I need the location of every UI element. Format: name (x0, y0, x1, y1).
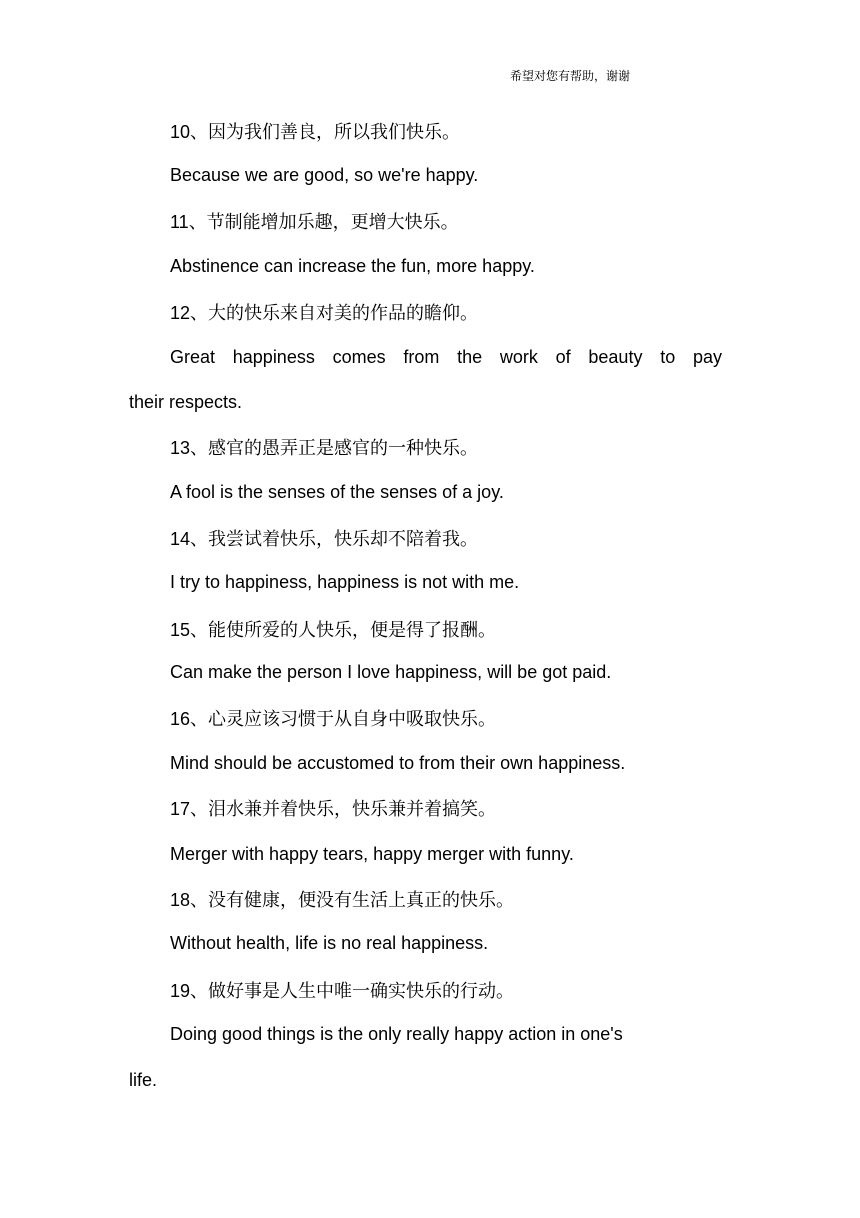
entry-12-english-line-1: Great happiness comes from the work of beauty to pay (170, 347, 722, 367)
entry-16-chinese (170, 707, 496, 732)
entry-17-chinese (170, 797, 496, 822)
entry-number: 17 (170, 799, 191, 819)
entry-12-chinese (170, 301, 478, 326)
entry-19-english-line-1: Doing good things is the only really happy action in one's (170, 1024, 623, 1044)
entry-chinese-text: 、心灵应该习惯于从自身中吸取快乐。 (190, 709, 497, 730)
entry-chinese-text: 、因为我们善良，所以我们快乐。 (190, 122, 461, 143)
entry-number: 10 (170, 122, 191, 142)
entry-15-chinese (170, 618, 496, 643)
entry-14-english: I try to happiness, happiness is not with me. (170, 572, 520, 592)
entry-chinese-text: 、节制能增加乐趣，更增大快乐。 (188, 212, 459, 233)
entry-chinese-text: 、能使所爱的人快乐，便是得了报酬。 (190, 620, 497, 641)
entry-19-english-line-2: life. (129, 1070, 158, 1090)
entry-chinese-text: 、大的快乐来自对美的作品的瞻仰。 (190, 303, 479, 324)
entry-number: 14 (170, 529, 191, 549)
entry-chinese-text: 、做好事是人生中唯一确实快乐的行动。 (190, 981, 515, 1002)
entry-11-chinese (170, 210, 459, 235)
entry-14-chinese (170, 527, 478, 552)
entry-10-english: Because we are good, so we're happy. (170, 165, 479, 185)
entry-number: 16 (170, 709, 191, 729)
entry-number: 19 (170, 981, 191, 1001)
entry-number: 15 (170, 620, 191, 640)
entry-chinese-text: 、我尝试着快乐，快乐却不陪着我。 (190, 529, 479, 550)
entry-11-english: Abstinence can increase the fun, more happy. (170, 256, 535, 276)
entry-chinese-text: 、泪水兼并着快乐，快乐兼并着搞笑。 (190, 799, 497, 820)
entry-10-chinese (170, 120, 460, 145)
entry-13-english: A fool is the senses of the senses of a joy. (170, 482, 504, 502)
entry-19-chinese (170, 979, 514, 1004)
entry-number: 12 (170, 303, 191, 323)
entry-number: 11 (170, 212, 189, 232)
entry-13-chinese (170, 436, 478, 461)
entry-15-english: Can make the person I love happiness, will be got paid. (170, 662, 612, 682)
entry-chinese-text: 、感官的愚弄正是感官的一种快乐。 (190, 438, 479, 459)
entry-18-chinese (170, 888, 514, 913)
entry-number: 13 (170, 438, 191, 458)
page-header: 希望对您有帮助，谢谢 (510, 69, 631, 83)
entry-12-english-line-2: their respects. (129, 392, 243, 412)
entry-17-english: Merger with happy tears, happy merger with funny. (170, 844, 574, 864)
entry-18-english: Without health, life is no real happiness. (170, 933, 489, 953)
entry-number: 18 (170, 890, 191, 910)
entry-chinese-text: 、没有健康，便没有生活上真正的快乐。 (190, 890, 515, 911)
entry-16-english: Mind should be accustomed to from their own happiness. (170, 753, 626, 773)
